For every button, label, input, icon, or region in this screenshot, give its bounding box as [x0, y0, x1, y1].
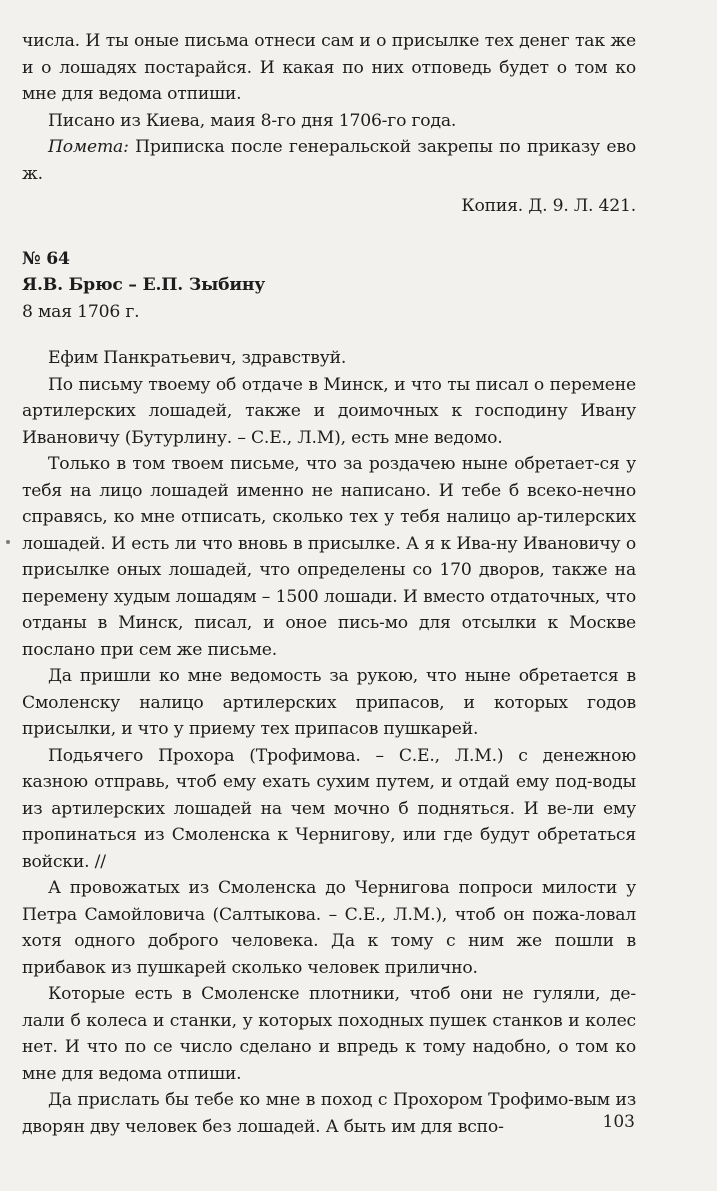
document-page: [22, 28, 636, 1140]
margin-dot: [6, 540, 10, 544]
paragraph-pomet: [22, 134, 636, 187]
pomet-label: Помета:: [48, 137, 129, 157]
document-number: № 64: [22, 248, 70, 269]
paragraph-body: Которые есть в Смоленске плотники, чтоб они не гуляли, де-лали б колеса и станки, у которых походных пушек станков и колес нет. И что по се число сделано и впредь к тому надобно, о том ко мне для ведома отпиши.: [22, 984, 636, 1084]
copy-reference: Копия. Д. 9. Л. 421.: [461, 196, 636, 216]
document-title: Я.В. Брюс – Е.П. Зыбину: [22, 275, 266, 295]
pomet-text: Приписка после генеральской закрепы по приказу ево ж.: [22, 137, 636, 184]
paragraph-body: А провожатых из Смоленска до Чернигова попроси милости у Петра Самойловича (Салтыкова. – С.Е., Л.М.), чтоб он пожа-ловал хотя одного доброго человека. Да к тому с ним же пошли в прибавок из пушкарей сколько человек прилично.: [22, 878, 636, 978]
page-number: 103: [602, 1112, 635, 1132]
paragraph-body: Да пришли ко мне ведомость за рукою, что ныне обретается в Смоленску налицо артилерских припасов, и которых годов присылки, и что у приему тех припасов пушкарей.: [22, 666, 636, 739]
paragraph-body: Да прислать бы тебе ко мне в поход с Прохором Трофимо-вым из дворян дву человек без лошадей. А быть им для вспо-: [22, 1090, 636, 1137]
paragraph-body: Только в том твоем письме, что за роздачею ныне обретает-ся у тебя на лицо лошадей именно не написано. И тебе б всеко-нечно справясь, ко мне отписать, сколько тех у тебя налицо ар-тилерских лошадей. И есть ли что вновь в присылке. А я к Ива-ну Ивановичу о присылке оных лошадей, что определены со 170 дворов, также на перемену худым лошадям – 1500 лошади. И вместо отдаточных, что отданы в Минск, писал, и оное пись-мо для отсылки к Москве послано при сем же письме.: [22, 454, 636, 660]
paragraph-top-continuation: числа. И ты оные письма отнеси сам и о присылке тех денег так же и о лошадях постарайся. И какая по них отповедь будет о том ко мне для ведома отпиши.: [22, 31, 636, 104]
paragraph-written-from: Писано из Киева, маия 8-го дня 1706-го года.: [48, 110, 457, 131]
paragraph-body: Подьячего Прохора (Трофимова. – С.Е., Л.М.) с денежною казною отправь, чтоб ему ехать сухим путем, и отдай ему под-воды из артилерских лошадей на чем мочно б подняться. И ве-ли ему пропинаться из Смоленска к Чернигову, или где будут обретаться войски. //: [22, 745, 636, 872]
paragraph-body: По письму твоему об отдаче в Минск, и что ты писал о перемене артилерских лошадей, также и доимочных к господину Ивану Ивановичу (Бутурлину. – С.Е., Л.М), есть мне ведомо.: [22, 374, 636, 448]
paragraph-greeting: Ефим Панкратьевич, здравствуй.: [48, 348, 347, 368]
document-date: 8 мая 1706 г.: [22, 301, 140, 322]
